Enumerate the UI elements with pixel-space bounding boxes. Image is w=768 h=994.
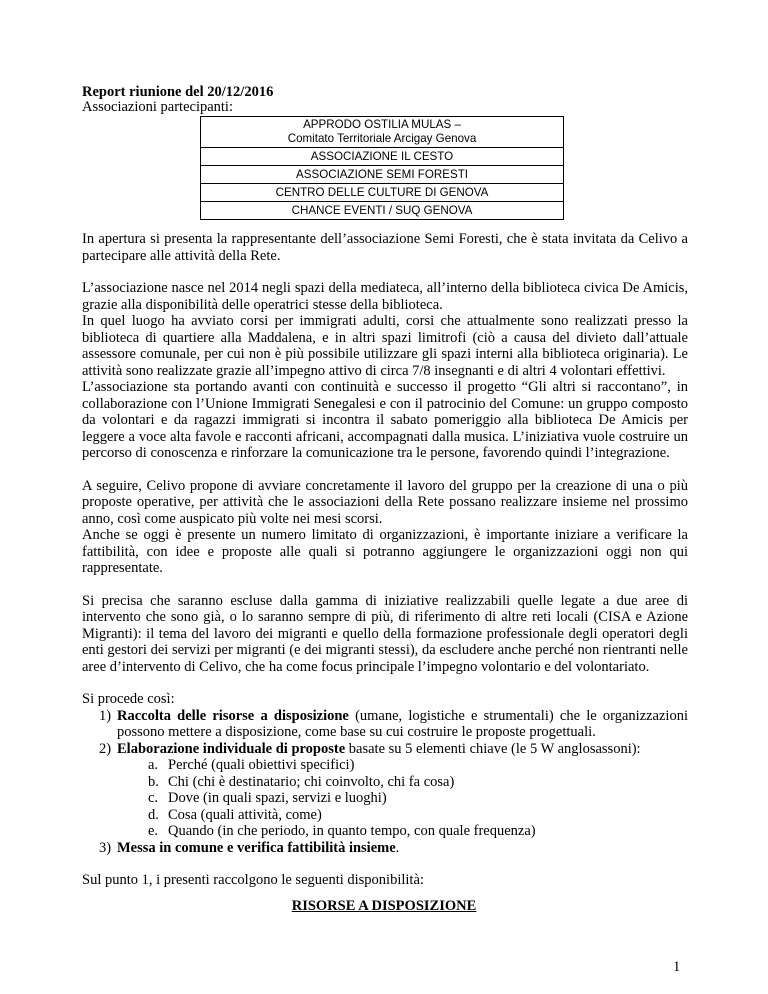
- item-letter: c.: [148, 790, 159, 806]
- item-letter: e.: [148, 823, 159, 839]
- association-cell: [201, 117, 564, 148]
- table-row: [201, 117, 564, 148]
- item-text: Dove (in quali spazi, servizi e luoghi): [168, 790, 387, 806]
- step-number: 3): [99, 839, 112, 856]
- list-item: [82, 757, 688, 774]
- report-title: Report riunione del 20/12/2016: [82, 84, 274, 100]
- associations-table: [200, 116, 564, 220]
- item-letter: d.: [148, 806, 159, 823]
- participants-label: Associazioni partecipanti:: [82, 99, 233, 115]
- step-number: 2): [99, 740, 112, 757]
- step-text: (umane, logistiche e strumentali) che le organizzazioni possono mettere a disposizione, come base su cui costruire le proposte progettuali.: [117, 707, 688, 740]
- table-row: [201, 166, 564, 184]
- paragraph-intro: In apertura si presenta la rappresentante dell’associazione Semi Foresti, che è stata invitata da Celivo a partecipare alle attività della Rete.: [82, 231, 688, 264]
- association-cell: ASSOCIAZIONE IL CESTO: [201, 148, 564, 166]
- step-title: Raccolta delle risorse a disposizione: [117, 707, 349, 724]
- item-letter: a.: [148, 757, 159, 773]
- step-title: Messa in comune e verifica fattibilità insieme: [117, 839, 396, 856]
- item-text: Chi (chi è destinatario; chi coinvolto, chi fa cosa): [168, 773, 455, 790]
- association-cell: CHANCE EVENTI / SUQ GENOVA: [201, 202, 564, 220]
- association-subname: Comitato Territoriale Arcigay Genova: [287, 132, 477, 145]
- item-text: Quando (in che periodo, in quanto tempo, con quale frequenza): [168, 823, 536, 839]
- list-item: [82, 840, 688, 857]
- step-text: basate su 5 elementi chiave (le 5 W anglosassoni):: [345, 740, 641, 757]
- list-item: [82, 823, 688, 840]
- paragraph-proposal: A seguire, Celivo propone di avviare concretamente il lavoro del gruppo per la creazione di una o più proposte operative, per attività che le associazioni della Rete possano realizzare insieme nel prossimo anno, così come auspicato più volte nei mesi scorsi.: [82, 477, 688, 527]
- paragraph-courses: In quel luogo ha avviato corsi per immigrati adulti, corsi che attualmente sono realizzati presso la biblioteca di quartiere alla Maddalena, e in altri spazi limitrofi (ciò a causa del divieto dall’attuale assessore comunale, per cui non è più possibile utilizzare gli spazi interni alla biblioteca originaria). Le attività sono realizzate grazie all’impegno attivo di circa 7/8 insegnanti e di altri 4 volontari effettivi.: [82, 313, 688, 379]
- association-cell: ASSOCIAZIONE SEMI FORESTI: [201, 166, 564, 184]
- item-text: Cosa (quali attività, come): [168, 806, 322, 823]
- table-row: [201, 184, 564, 202]
- item-letter: b.: [148, 773, 159, 790]
- body-text: [82, 231, 688, 905]
- list-item: [82, 774, 688, 791]
- paragraph-project: L’associazione sta portando avanti con continuità e successo il progetto “Gli altri si raccontano”, in collaborazione con l’Unione Immigrati Senegalesi e con il patrocinio del Comune: un gruppo composto da volontari e da ragazzi immigrati si incontra il sabato pomeriggio alla biblioteca De Amicis per leggere a voce alta favole e racconti africani, accompagnati dalla musica. L’iniziativa vuole costruire un percorso di conoscenza e rinforzare la comunicazione tra le persone, favorendo quindi l’integrazione.: [82, 379, 688, 461]
- procedure-steps-continued: [82, 840, 688, 857]
- procedure-steps: [82, 708, 688, 758]
- section-heading: RISORSE A DISPOSIZIONE: [291, 898, 477, 914]
- paragraph-association-origin: L’associazione nasce nel 2014 negli spazi della mediateca, all’interno della biblioteca civica De Amicis, grazie alla disponibilità delle operatrici stesse della biblioteca.: [82, 280, 688, 313]
- five-w-list: [82, 757, 688, 840]
- step-title: Elaborazione individuale di proposte: [117, 740, 346, 757]
- paragraph-exclusions: Si precisa che saranno escluse dalla gamma di iniziative realizzabili quelle legate a due aree di intervento che sono già, o lo saranno sempre di più, di riferimento di altre reti locali (CISA e Azione Migranti): il tema del lavoro dei migranti e quello della formazione professionale degli operatori degli enti gestori dei servizi per migranti (e dei migranti stessi), da escludere anche perché non rientranti nelle aree d’intervento di Celivo, che ha come focus principale l’impegno volontario e del volontariato.: [82, 592, 688, 675]
- association-cell: CENTRO DELLE CULTURE DI GENOVA: [201, 184, 564, 202]
- list-item: [82, 790, 688, 807]
- association-name: APPRODO OSTILIA MULAS –: [303, 118, 461, 131]
- list-item: [82, 708, 688, 741]
- paragraph-procedure: Si procede così:: [82, 691, 175, 707]
- item-text: Perché (quali obiettivi specifici): [168, 757, 355, 773]
- page-number: 1: [673, 959, 681, 975]
- table-row: [201, 202, 564, 220]
- list-item: [82, 741, 688, 758]
- list-item: [82, 807, 688, 824]
- table-row: [201, 148, 564, 166]
- paragraph-availability: Sul punto 1, i presenti raccolgono le seguenti disponibilità:: [82, 872, 424, 888]
- step-number: 1): [99, 707, 112, 724]
- step-text: .: [395, 839, 400, 856]
- paragraph-feasibility: Anche se oggi è presente un numero limitato di organizzazioni, è importante iniziare a verificare la fattibilità, con idee e proposte alle quali si potranno aggiungere le organizzazioni oggi non qui rappresentate.: [82, 527, 688, 576]
